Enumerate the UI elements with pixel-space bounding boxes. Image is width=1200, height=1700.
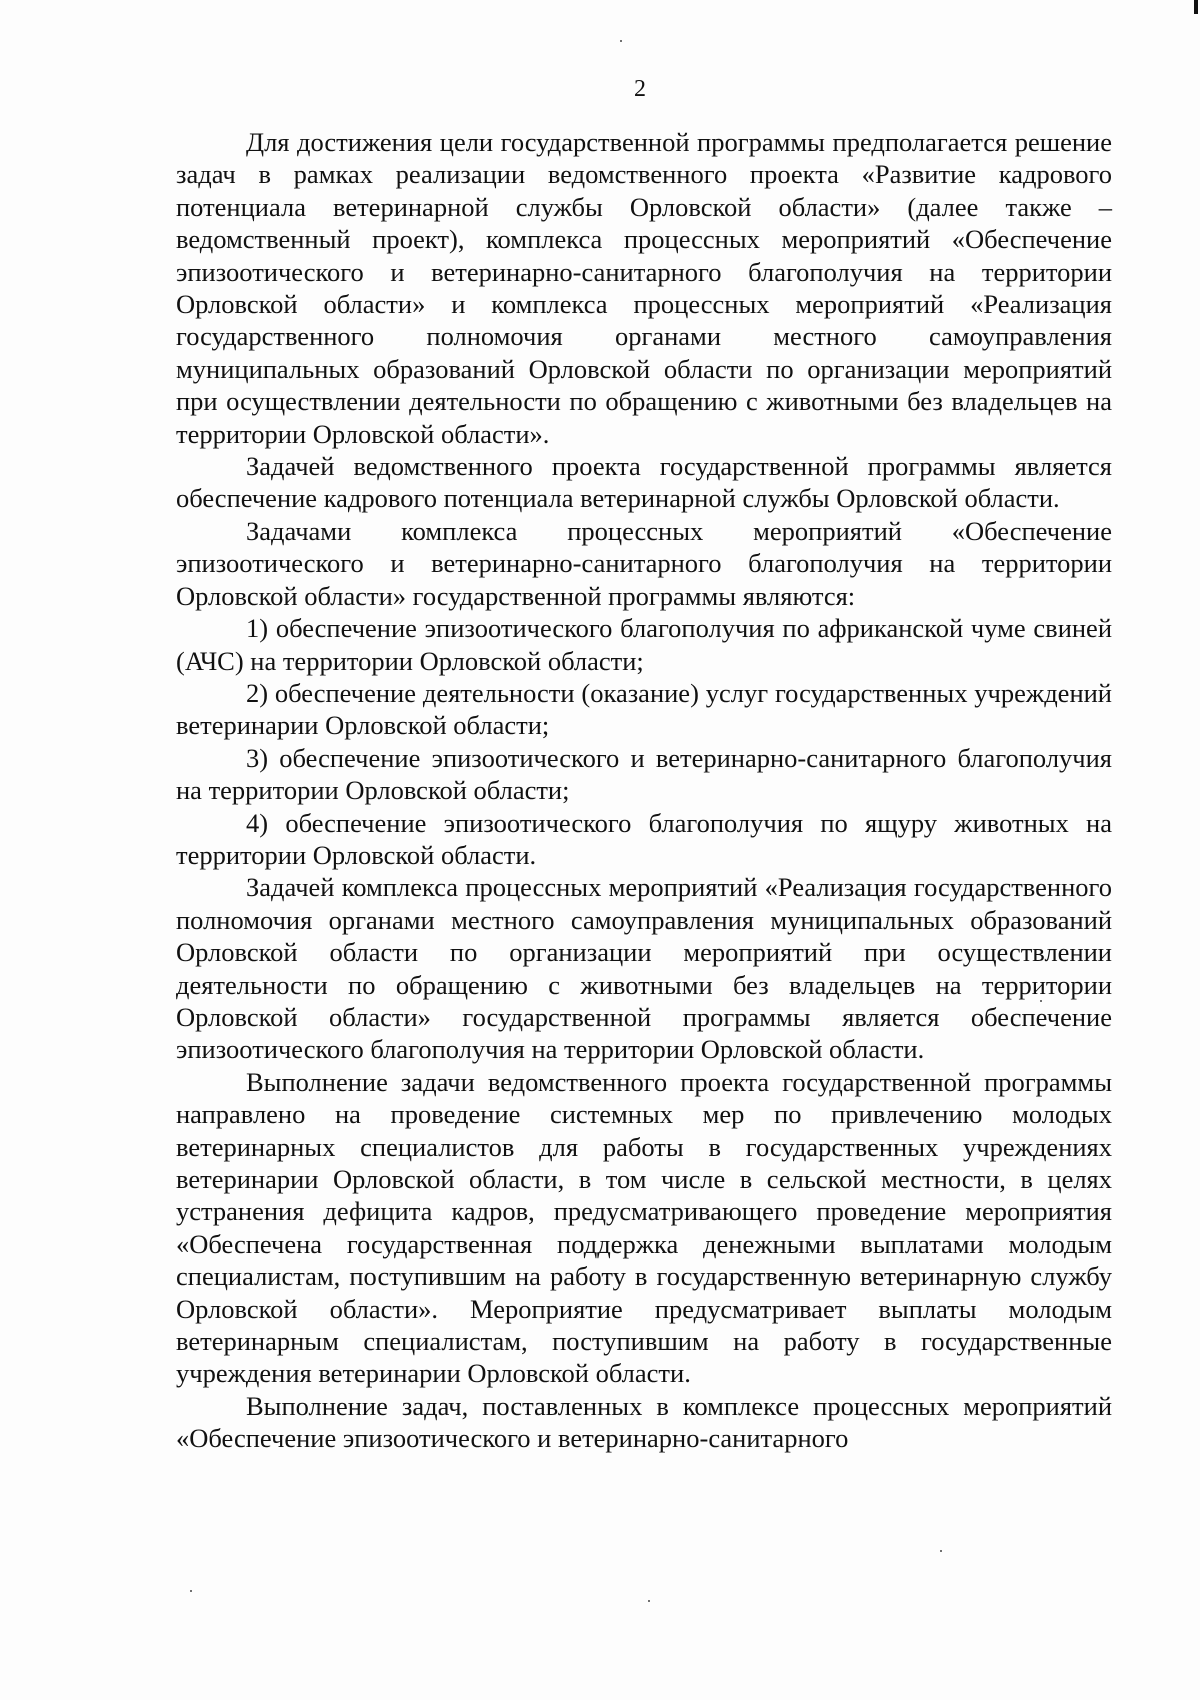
list-item-task-2: 2) обеспечение деятельности (оказание) услуг государственных учреждений ветеринарии Орловской области; [176,677,1112,741]
paragraph-complex-tasks-intro: Задачами комплекса процессных мероприятий «Обеспечение эпизоотического и ветеринарно-санитарного благополучия на территории Орловской области» государственной программы являются: [176,515,1112,611]
list-item-task-1: 1) обеспечение эпизоотического благополучия по африканской чуме свиней (АЧС) на территории Орловской области; [176,613,1112,676]
paragraph-project-execution: Выполнение задачи ведомственного проекта государственной программы направлено на проведение системных мер по привлечению молодых ветеринарных специалистов для работы в государственных учреждениях ветеринарии Орловской области, в том числе в сельской местности, в целях устранения дефицита кадров, предусматривающего проведение мероприятия «Обеспечена государственная поддержка денежными выплатами молодым специалистам, поступившим на работу в государственную ветеринарную службу Орловской области». Мероприятие предусматривает выплаты молодым ветеринарным специалистам, поступившим на работу в государственные учреждения ветеринарии Орловской области. [176,1066,1112,1389]
scan-speck [648,1600,650,1602]
paragraph-complex-execution: Выполнение задач, поставленных в комплексе процессных мероприятий «Обеспечение эпизоотического и ветеринарно-санитарного [176,1390,1112,1454]
scan-speck [1040,1000,1042,1002]
document-body [176,126,1112,1455]
list-item-task-4: 4) обеспечение эпизоотического благополучия по ящуру животных на территории Орловской области. [176,807,1112,870]
scan-speck [620,40,622,42]
scan-speck [190,1590,192,1592]
paragraph-program-goal: Для достижения цели государственной программы предполагается решение задач в рамках реализации ведомственного проекта «Развитие кадрового потенциала ветеринарной службы Орловской области» (далее также – ведомственный проект), комплекса процессных мероприятий «Обеспечение эпизоотического и ветеринарно-санитарного благополучия на территории Орловской области» и комплекса процессных мероприятий «Реализация государственного полномочия органами местного самоуправления муниципальных образований Орловской области по организации мероприятий при осуществлении деятельности по обращению с животными без владельцев на территории Орловской области». [176,127,1112,449]
scan-speck [940,1550,942,1552]
list-item-task-3: 3) обеспечение эпизоотического и ветеринарно-санитарного благополучия на территории Орловской области; [176,742,1112,806]
paragraph-second-complex-task: Задачей комплекса процессных мероприятий «Реализация государственного полномочия органами местного самоуправления муниципальных образований Орловской области по организации мероприятий при осуществлении деятельности по обращению с животными без владельцев на территории Орловской области» государственной программы является обеспечение эпизоотического благополучия на территории Орловской области. [176,872,1112,1065]
scan-edge-mark [1194,0,1198,14]
page-number: 2 [634,76,646,102]
paragraph-project-task: Задачей ведомственного проекта государственной программы является обеспечение кадрового потенциала ветеринарной службы Орловской области. [176,451,1112,514]
